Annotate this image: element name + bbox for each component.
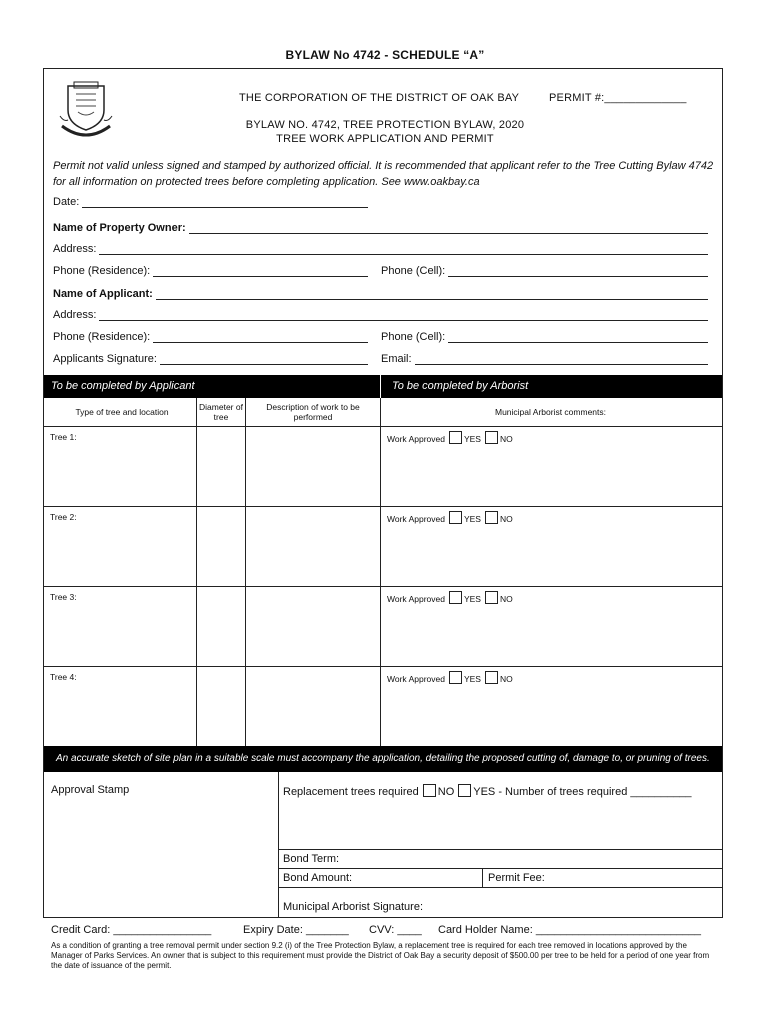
property-owner-label: Name of Property Owner: (53, 222, 186, 234)
district-crest-icon (58, 80, 114, 140)
applicant-signature-label: Applicants Signature: (53, 353, 157, 365)
permit-fee-field[interactable]: Permit Fee: (488, 872, 545, 884)
no-label: NO (499, 594, 513, 604)
work-approved-group (387, 431, 513, 444)
work-approved-label: Work Approved (387, 434, 445, 444)
tree-label: Tree 3: (50, 592, 77, 602)
replacement-trees-row (283, 784, 692, 798)
property-owner-field[interactable] (53, 222, 708, 234)
owner-phone-res-label: Phone (Residence): (53, 265, 151, 277)
yes-checkbox[interactable] (449, 671, 462, 684)
applicant-email-field[interactable] (381, 353, 708, 365)
replacement-no-checkbox[interactable] (423, 784, 436, 797)
sketch-notice-bar (44, 746, 722, 772)
owner-address-field[interactable] (53, 243, 708, 255)
credit-card-field[interactable]: Credit Card: ________________ (51, 924, 212, 936)
applicant-address-label: Address: (53, 309, 97, 321)
tree-label: Tree 1: (50, 432, 77, 442)
bond-amount-field[interactable]: Bond Amount: (283, 872, 353, 884)
applicant-section-header: To be completed by Applicant (51, 380, 195, 392)
applicant-phone-res-field[interactable] (53, 331, 368, 343)
permit-notice: Permit not valid unless signed and stamped by authorized official. It is recommended that applicant refer to the Tree Cutting Bylaw 4742 for all information on protected trees before completing application. See www.oakbay.ca (53, 160, 714, 188)
approval-stamp-label: Approval Stamp (51, 784, 130, 796)
yes-label: YES (463, 514, 481, 524)
corporation-name: THE CORPORATION OF THE DISTRICT OF OAK BAY (239, 92, 520, 104)
sketch-notice: An accurate sketch of site plan in a suitable scale must accompany the application, detailing the proposed cutting of, damage to, or pruning of trees. (56, 753, 710, 764)
yes-label: YES (463, 674, 481, 684)
applicant-phone-cell-field[interactable] (381, 331, 708, 343)
application-line: TREE WORK APPLICATION AND PERMIT (276, 133, 494, 145)
table-row (44, 506, 722, 586)
replacement-no-label: NO (437, 786, 455, 798)
no-checkbox[interactable] (485, 511, 498, 524)
tree-label: Tree 2: (50, 512, 77, 522)
col-type-header: Type of tree and location (75, 407, 169, 417)
work-approved-group (387, 671, 513, 684)
footer-notice: As a condition of granting a tree removal permit under section 9.2 (i) of the Tree Protection Bylaw, a replacement tree is required for each tree removed in locations approved by the Manager of Parks Services. An owner that is subject to this requirement must provide the District of Oak Bay a security deposit of $500.00 per tree to be held for a period of one year from the date of issuance of the permit. (51, 941, 710, 970)
applicant-phone-res-label: Phone (Residence): (53, 331, 151, 343)
owner-address-label: Address: (53, 243, 97, 255)
table-row (44, 666, 722, 746)
no-label: NO (499, 674, 513, 684)
yes-checkbox[interactable] (449, 591, 462, 604)
date-label: Date: (53, 196, 80, 208)
col-diameter-header: Diameter of tree (199, 402, 243, 422)
no-checkbox[interactable] (485, 431, 498, 444)
no-checkbox[interactable] (485, 671, 498, 684)
arborist-section-header: To be completed by Arborist (392, 380, 529, 392)
table-row (44, 586, 722, 666)
work-approved-label: Work Approved (387, 594, 445, 604)
replacement-yes-label: YES - Number of trees required __________ (473, 786, 692, 798)
table-row (44, 426, 722, 506)
no-label: NO (499, 434, 513, 444)
yes-checkbox[interactable] (449, 431, 462, 444)
no-label: NO (499, 514, 513, 524)
arborist-signature-field[interactable]: Municipal Arborist Signature: (283, 901, 424, 913)
yes-checkbox[interactable] (449, 511, 462, 524)
cvv-field[interactable]: CVV: ____ (369, 924, 422, 936)
owner-phone-res-field[interactable] (53, 265, 368, 277)
applicant-name-field[interactable] (53, 288, 708, 300)
date-field[interactable] (53, 196, 368, 208)
tree-label: Tree 4: (50, 672, 77, 682)
replacement-label: Replacement trees required (283, 786, 419, 798)
applicant-phone-cell-label: Phone (Cell): (381, 331, 446, 343)
document-title: BYLAW No 4742 - SCHEDULE “A” (285, 48, 485, 62)
col-comments-header: Municipal Arborist comments: (494, 407, 606, 417)
applicant-email-label: Email: (381, 353, 412, 365)
owner-phone-cell-field[interactable] (381, 265, 708, 277)
work-approved-group (387, 591, 513, 604)
yes-label: YES (463, 594, 481, 604)
applicant-address-field[interactable] (53, 309, 708, 321)
work-approved-label: Work Approved (387, 514, 445, 524)
applicant-signature-field[interactable] (53, 353, 368, 365)
replacement-yes-checkbox[interactable] (458, 784, 471, 797)
applicant-name-label: Name of Applicant: (53, 288, 153, 300)
bylaw-line: BYLAW NO. 4742, TREE PROTECTION BYLAW, 2020 (245, 119, 525, 131)
owner-phone-cell-label: Phone (Cell): (381, 265, 446, 277)
table-header-bar (44, 375, 722, 398)
no-checkbox[interactable] (485, 591, 498, 604)
card-holder-field[interactable]: Card Holder Name: ___________________________ (438, 924, 701, 936)
work-approved-label: Work Approved (387, 674, 445, 684)
expiry-date-field[interactable]: Expiry Date: _______ (243, 924, 349, 936)
bond-term-field[interactable]: Bond Term: (283, 853, 340, 865)
work-approved-group (387, 511, 513, 524)
yes-label: YES (463, 434, 481, 444)
col-description-header: Description of work to be performed (266, 402, 360, 422)
permit-number[interactable]: PERMIT #:_____________ (549, 92, 687, 104)
